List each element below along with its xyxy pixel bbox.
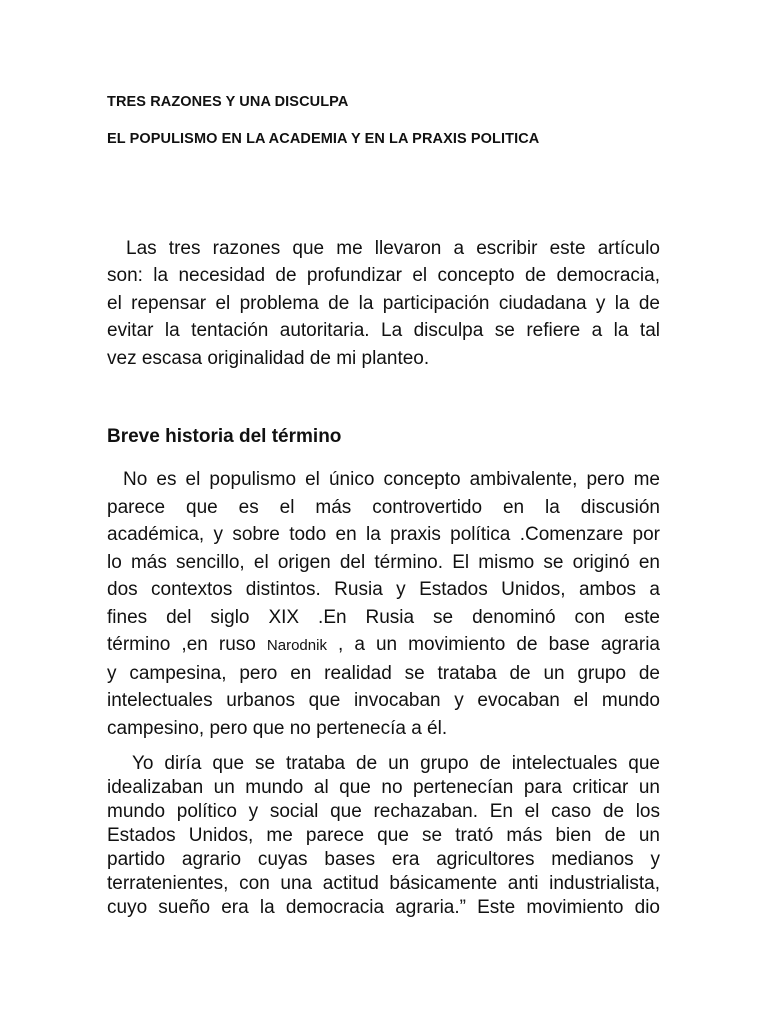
paragraph-line: idealizaban un mundo al que no pertenecían para criticar un — [107, 777, 660, 798]
paragraph-line: parece que es el más controvertido en la discusión — [107, 496, 660, 518]
paragraph-line: partido agrario cuyas bases era agricultores medianos y — [107, 849, 660, 870]
intro-paragraph — [107, 235, 660, 372]
paragraph-line: No es el populismo el único concepto ambivalente, pero me — [123, 469, 660, 490]
document-title: TRES RAZONES Y UNA DISCULPA — [107, 94, 349, 110]
paragraph-line: cuyo sueño era la democracia agraria.” Este movimiento dio — [107, 897, 660, 918]
text-segment: , a un movimiento de base agraria — [338, 634, 660, 655]
paragraph-line: académica, y sobre todo en la praxis política .Comenzare por — [107, 524, 660, 545]
paragraph-line: y campesina, pero en realidad se trataba de un grupo de — [107, 662, 660, 684]
paragraph-line-narodnik — [107, 631, 660, 660]
paragraph-line: intelectuales urbanos que invocaban y evocaban el mundo — [107, 690, 660, 711]
intro-line: vez escasa originalidad de mi planteo. — [107, 347, 430, 369]
intro-line: el repensar el problema de la participación ciudadana y la de — [107, 292, 660, 314]
paragraph-line: mundo político y social que rechazaban. En el caso de los — [107, 801, 660, 822]
paragraph-line: dos contextos distintos. Rusia y Estados Unidos, ambos a — [107, 579, 660, 600]
text-segment: término ,en ruso — [107, 634, 256, 655]
paragraph-line: campesino, pero que no pertenecía a él. — [107, 717, 448, 739]
paragraph-line: Yo diría que se trataba de un grupo de intelectuales que — [132, 753, 660, 774]
intro-line: son: la necesidad de profundizar el concepto de democracia, — [107, 265, 660, 287]
paragraph-line: terratenientes, con una actitud básicamente anti industrialista, — [107, 873, 660, 894]
section-heading: Breve historia del término — [107, 426, 342, 447]
intro-line: Las tres razones que me llevaron a escribir este artículo — [126, 238, 660, 259]
paragraph-line: fines del siglo XIX .En Rusia se denominó con este — [107, 606, 660, 628]
second-paragraph — [107, 752, 660, 920]
intro-line: evitar la tentación autoritaria. La disculpa se refiere a la tal — [107, 320, 660, 342]
paragraph-line: lo más sencillo, el origen del término. El mismo se originó en — [107, 551, 660, 573]
history-paragraph — [107, 466, 660, 742]
paragraph-line: Estados Unidos, me parece que se trató más bien de un — [107, 825, 660, 846]
narodnik-term: Narodnik — [266, 637, 327, 654]
document-subtitle: EL POPULISMO EN LA ACADEMIA Y EN LA PRAXIS POLITICA — [107, 131, 540, 147]
